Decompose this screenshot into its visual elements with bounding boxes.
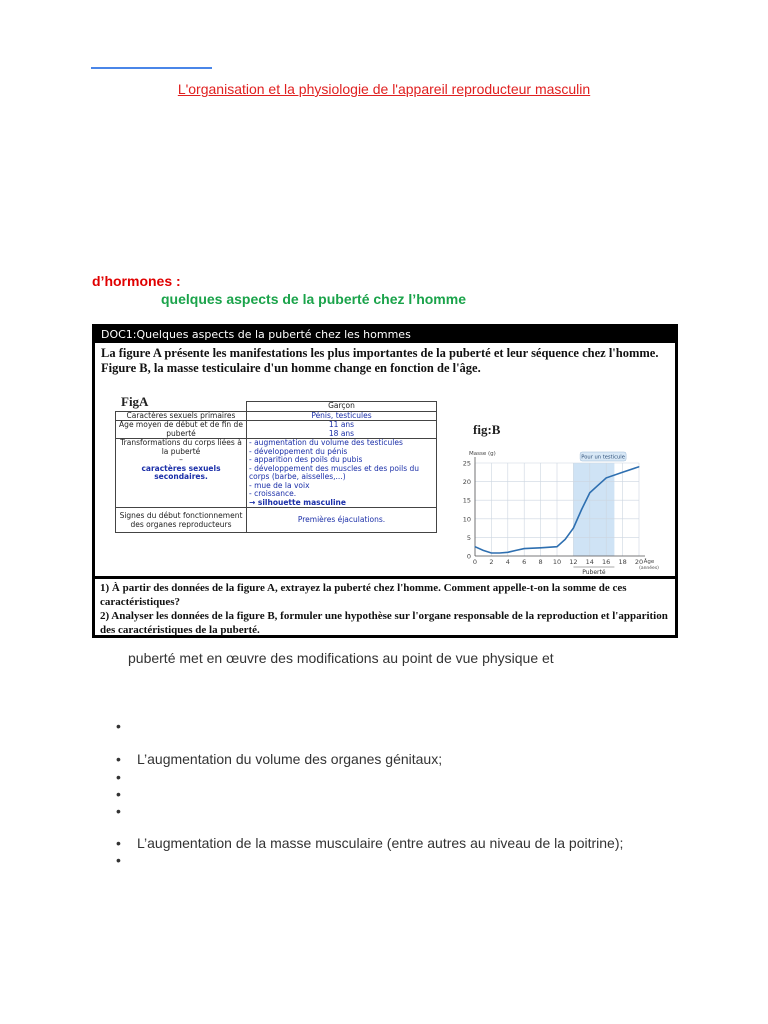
figA-item: - mue de la voix: [249, 480, 310, 490]
heading-hormones: d’hormones :: [92, 273, 181, 289]
x-tick-label: 8: [538, 558, 543, 566]
list-item: • L’augmentation du volume des organes génitaux;: [116, 751, 443, 767]
figA-item: - apparition des poils du pubis: [249, 455, 363, 464]
data-point: [524, 548, 525, 549]
figA-dash: –: [179, 455, 183, 464]
x-tick-label: 12: [569, 558, 578, 566]
puberty-label: Puberté: [582, 569, 606, 576]
figA-transformations-label: Transformations du corps liées à la puberté: [120, 438, 242, 456]
question-2: 2) Analyser les données de la figure B, formuler une hypothèse sur l'organe responsable de la reproduction et l'apparition des caractéristiques de la puberté.: [100, 610, 668, 636]
data-point: [598, 485, 599, 486]
figA-row-value: [247, 421, 437, 439]
list-item: •: [116, 852, 121, 868]
data-point: [606, 477, 607, 478]
figA-row-value: Pénis, testicules: [247, 411, 437, 421]
figA-item: - croissance.: [249, 489, 297, 498]
data-point: [557, 546, 558, 547]
page-title: L'organisation et la physiologie de l'appareil reproducteur masculin: [177, 81, 591, 97]
figA-table: [115, 401, 437, 533]
data-point: [565, 539, 566, 540]
data-point: [639, 466, 640, 467]
x-tick-label: 18: [618, 558, 627, 566]
testicle-mass-chart: [455, 441, 675, 576]
data-point: [581, 509, 582, 510]
figA-item: - développement du pénis: [249, 446, 348, 456]
y-tick-label: 20: [462, 478, 471, 487]
list-item: •: [116, 786, 121, 802]
figA-label: FigA: [121, 394, 149, 409]
figA-item: → silhouette masculine: [249, 497, 346, 507]
doc-intro: La figure A présente les manifestations les plus importantes de la puberté et leur séquence chez l'homme. Figure B, la masse testiculaire d'un homme change en fonction de l'âge.: [101, 346, 659, 375]
figA-item: - développement des muscles et des poils du corps (barbe, aisselles,...): [249, 463, 419, 481]
x-tick-label: 10: [552, 558, 562, 566]
figA-row-label: [116, 439, 247, 508]
x-axis-label: Âge: [643, 559, 655, 565]
y-tick-label: 10: [462, 515, 471, 524]
y-tick-label: 15: [462, 496, 471, 505]
top-divider-line: [91, 67, 212, 69]
x-tick-label: 4: [505, 558, 510, 566]
figA-age-start: 11 ans: [328, 420, 355, 429]
data-point: [499, 553, 500, 554]
figA-age-end: 18 ans: [328, 428, 355, 438]
figA-row-value: [247, 439, 437, 508]
data-point: [483, 550, 484, 551]
list-item: • L’augmentation de la masse musculaire (entre autres au niveau de la poitrine);: [116, 835, 624, 851]
data-point: [475, 546, 476, 547]
figA-item: - augmentation du volume des testicules: [249, 438, 403, 447]
x-axis-unit: (années): [639, 566, 659, 571]
heading-puberte: quelques aspects de la puberté chez l’homme: [161, 291, 466, 307]
figA-row-label: Caractères sexuels primaires: [116, 411, 247, 421]
figA-row-label: Age moyen de début et de fin de puberté: [116, 421, 247, 439]
data-point: [507, 552, 508, 553]
list-item: •: [116, 769, 121, 785]
figA-corner: [116, 402, 247, 412]
question-1: 1) À partir des données de la figure A, extrayez la puberté chez l'homme. Comment appelle-t-on la somme de ces caractéristiques?: [100, 582, 627, 608]
x-tick-label: 16: [602, 558, 611, 566]
paragraph-puberte: puberté met en œuvre des modifications au point de vue physique et: [128, 650, 554, 666]
doc-questions: [95, 579, 675, 635]
doc-content: [95, 343, 675, 576]
figA-row-label: Signes du début fonctionnement des organes reproducteurs: [116, 508, 247, 533]
data-point: [491, 553, 492, 554]
data-point: [622, 472, 623, 473]
document-figure: [92, 324, 678, 638]
x-tick-label: 14: [585, 558, 594, 566]
data-point: [573, 528, 574, 529]
y-tick-label: 0: [466, 552, 471, 561]
y-tick-label: 25: [462, 459, 471, 468]
y-tick-label: 5: [466, 533, 471, 542]
data-point: [589, 492, 590, 493]
doc-header: DOC1:Quelques aspects de la puberté chez les hommes: [101, 328, 411, 341]
x-tick-label: 6: [522, 558, 527, 566]
list-item: •: [116, 718, 121, 734]
y-axis-label: Masse (g): [469, 451, 496, 457]
list-item: •: [116, 803, 121, 819]
data-point: [516, 550, 517, 551]
x-tick-label: 0: [472, 558, 478, 566]
x-tick-label: 2: [489, 558, 494, 566]
annotation-label: Pour un testicule: [581, 454, 625, 461]
figA-row-value: Premières éjaculations.: [247, 508, 437, 533]
x-tick-label: 20: [634, 558, 644, 566]
figA-secondary-label: caractères sexuels secondaires.: [141, 463, 221, 481]
data-point: [540, 547, 541, 548]
figB-label: fig:B: [473, 422, 501, 437]
figA-col-header: Garçon: [247, 402, 437, 412]
